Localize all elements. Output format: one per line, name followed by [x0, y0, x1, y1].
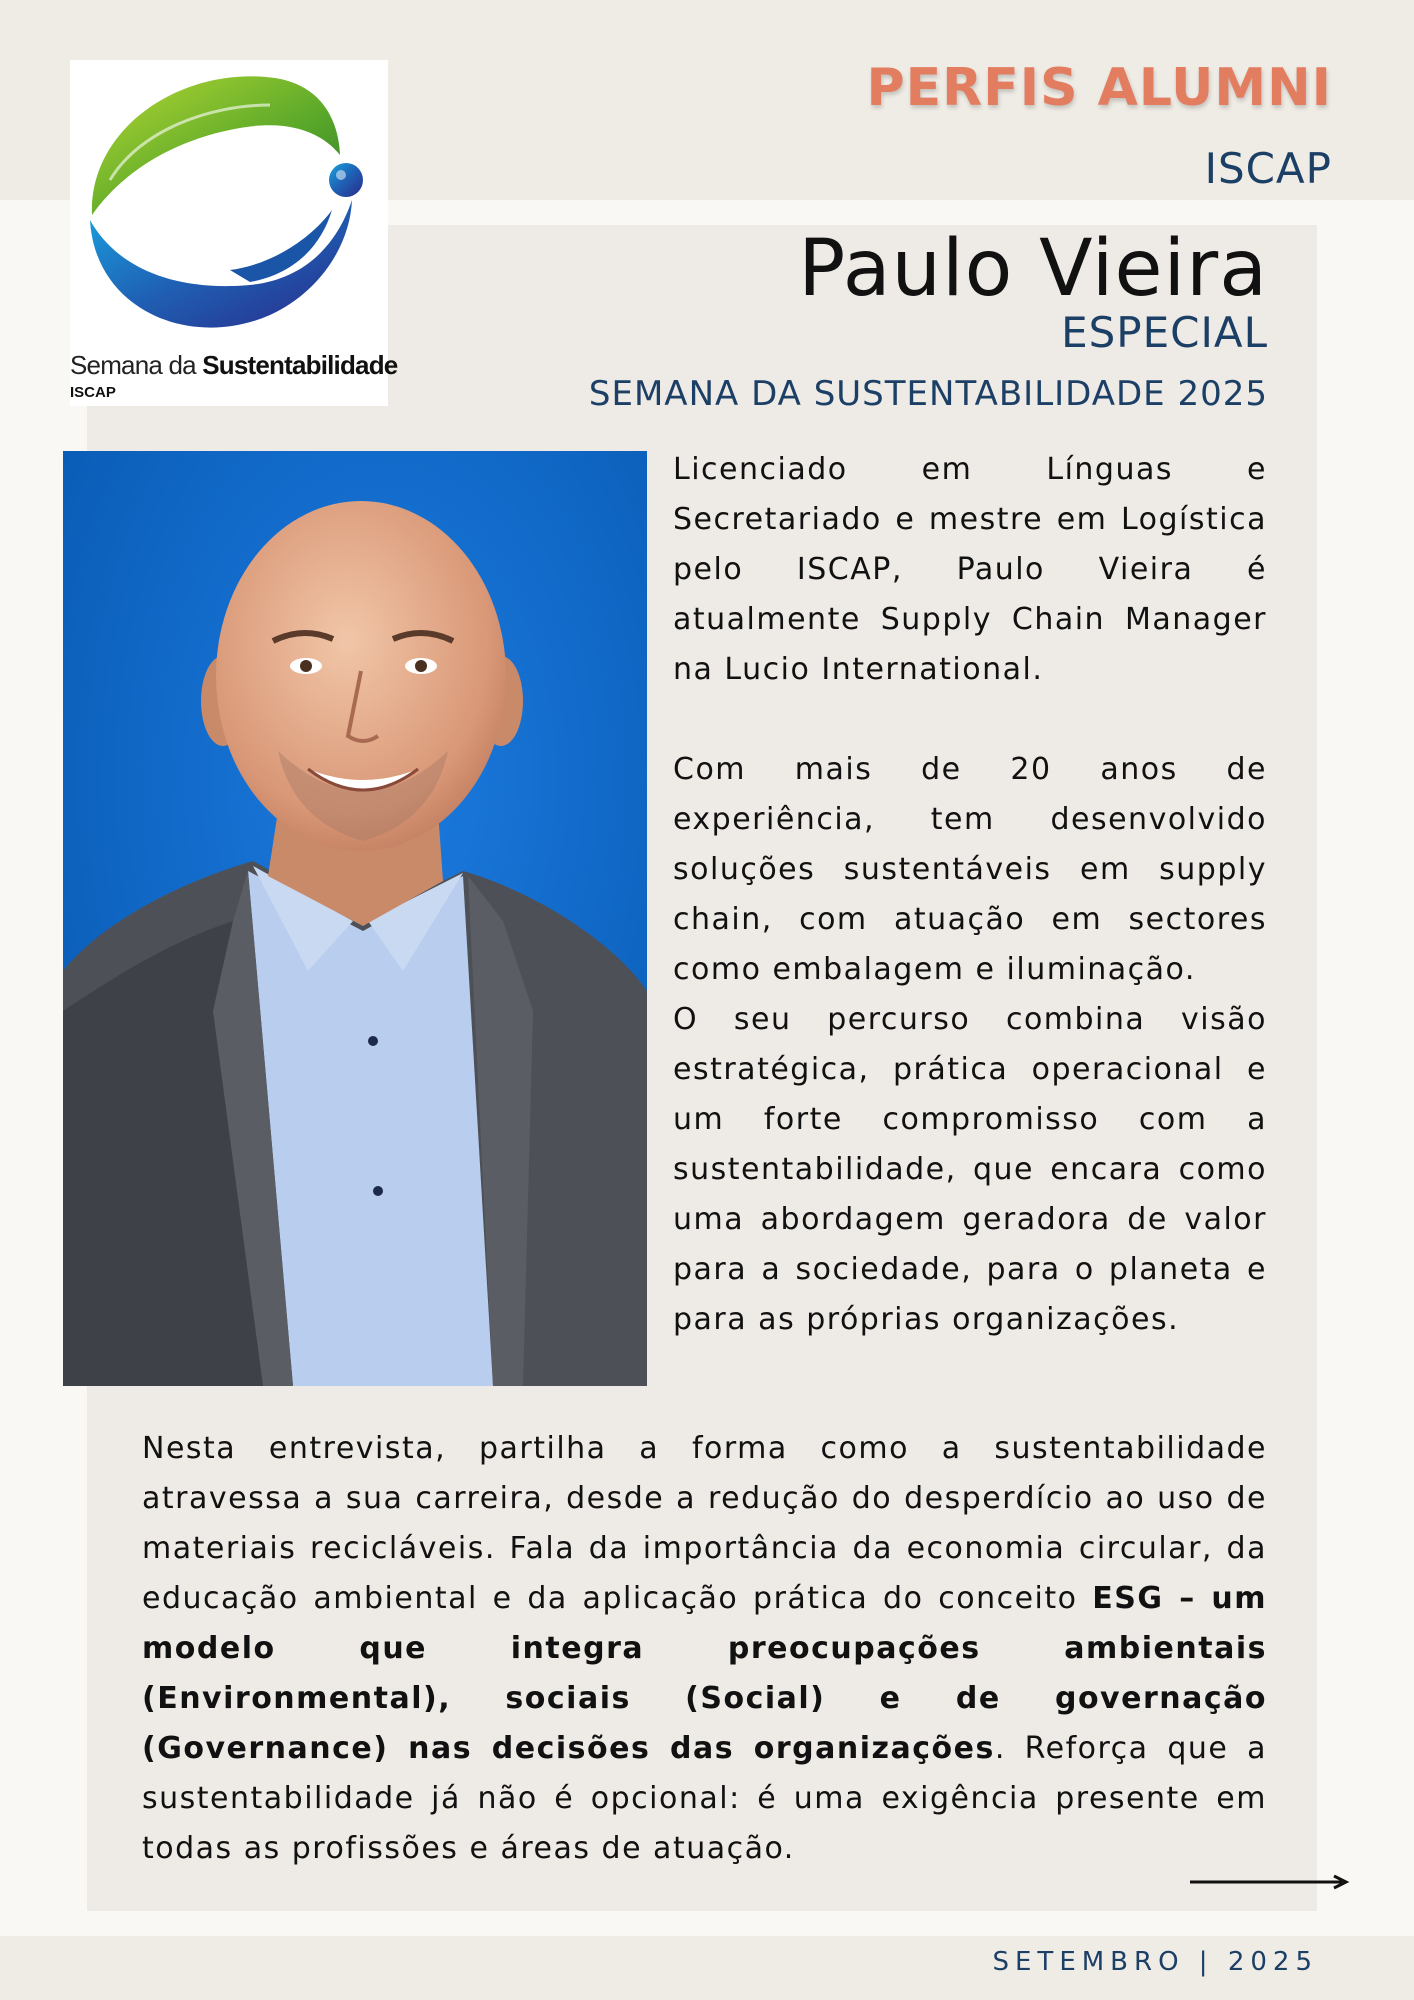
interview-text-start: Nesta entrevista, partilha a forma como a sustentabilidade atravessa a sua carreira, desde a redução do desperdício ao uso de materiais recicláveis. Fala da importância da economia circular, da educação ambiental e da aplicação prática do conceito [142, 1431, 1267, 1616]
profile-tag: ESPECIAL [1061, 308, 1268, 357]
portrait-illustration [63, 451, 647, 1386]
bio-text [673, 445, 1267, 1345]
interview-text-end: . Reforça que a sustentabilidade já não é opcional: é uma exigência presente em todas as profissões e áreas de atuação. [142, 1731, 1267, 1866]
logo-text-bold: Sustentabilidade [202, 350, 398, 380]
bio-paragraph-2: Com mais de 20 anos de experiência, tem desenvolvido soluções sustentáveis em supply chain, com atuação em sectores como embalagem e iluminação. [673, 752, 1267, 987]
series-organization: ISCAP [1204, 144, 1332, 193]
series-title: PERFIS ALUMNI [866, 58, 1332, 118]
event-name: SEMANA DA SUSTENTABILIDADE 2025 [588, 374, 1268, 414]
leaf-logo-icon [70, 60, 388, 350]
sustainability-week-logo [70, 60, 398, 406]
logo-wordmark [70, 350, 398, 381]
logo-text-regular: Semana da [70, 350, 203, 380]
bio-paragraph-1: Licenciado em Línguas e Secretariado e mestre em Logística pelo ISCAP, Paulo Vieira é atualmente Supply Chain Manager na Lucio International. [673, 452, 1267, 687]
next-page-arrow-icon[interactable] [1190, 1874, 1350, 1890]
publication-date: SETEMBRO | 2025 [992, 1947, 1318, 1977]
interview-summary [142, 1424, 1267, 1874]
profile-photo [63, 451, 647, 1386]
interview-text-highlight: ESG – um modelo que integra preocupações ambientais (Environmental), sociais (Social) e de governação (Governance) nas decisões das organizações [142, 1581, 1267, 1766]
bio-paragraph-3: O seu percurso combina visão estratégica, prática operacional e um forte compromisso com a sustentabilidade, que encara como uma abordagem geradora de valor para a sociedade, para o planeta e para as próprias organizações. [673, 1002, 1267, 1337]
logo-subtext: ISCAP [70, 384, 116, 401]
profile-name: Paulo Vieira [798, 224, 1268, 314]
